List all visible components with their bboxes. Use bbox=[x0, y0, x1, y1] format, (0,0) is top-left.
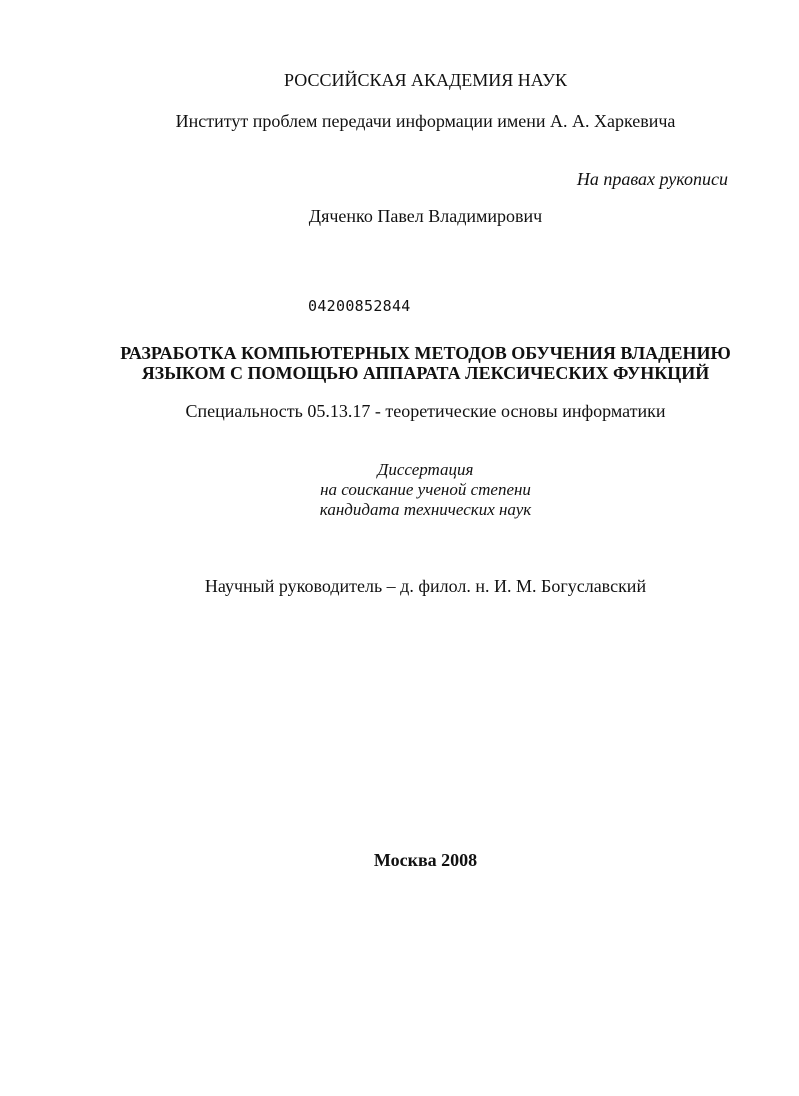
specialty: Специальность 05.13.17 - теоретические основы информатики bbox=[185, 401, 666, 421]
thesis-designation bbox=[26, 460, 799, 520]
dissertation-title bbox=[26, 343, 799, 383]
dissertation-title-line: ЯЗЫКОМ С ПОМОЩЬЮ АППАРАТА ЛЕКСИЧЕСКИХ ФУНКЦИЙ bbox=[141, 363, 710, 383]
institute-name: Институт проблем передачи информации имени А. А. Харкевича bbox=[175, 111, 676, 131]
catalog-number: 04200852844 bbox=[308, 297, 411, 315]
rights-note: На правах рукописи bbox=[576, 169, 728, 189]
supervisor: Научный руководитель – д. филол. н. И. М. Богуславский bbox=[204, 576, 647, 596]
thesis-line: Диссертация bbox=[377, 460, 474, 479]
academy-name: РОССИЙСКАЯ АКАДЕМИЯ НАУК bbox=[284, 70, 567, 90]
thesis-line: на соискание ученой степени bbox=[320, 480, 531, 499]
thesis-line: кандидата технических наук bbox=[319, 500, 532, 519]
city-year: Москва 2008 bbox=[373, 850, 478, 870]
author-name: Дяченко Павел Владимирович bbox=[308, 206, 543, 226]
dissertation-title-line: РАЗРАБОТКА КОМПЬЮТЕРНЫХ МЕТОДОВ ОБУЧЕНИЯ ВЛАДЕНИЮ bbox=[120, 343, 731, 363]
